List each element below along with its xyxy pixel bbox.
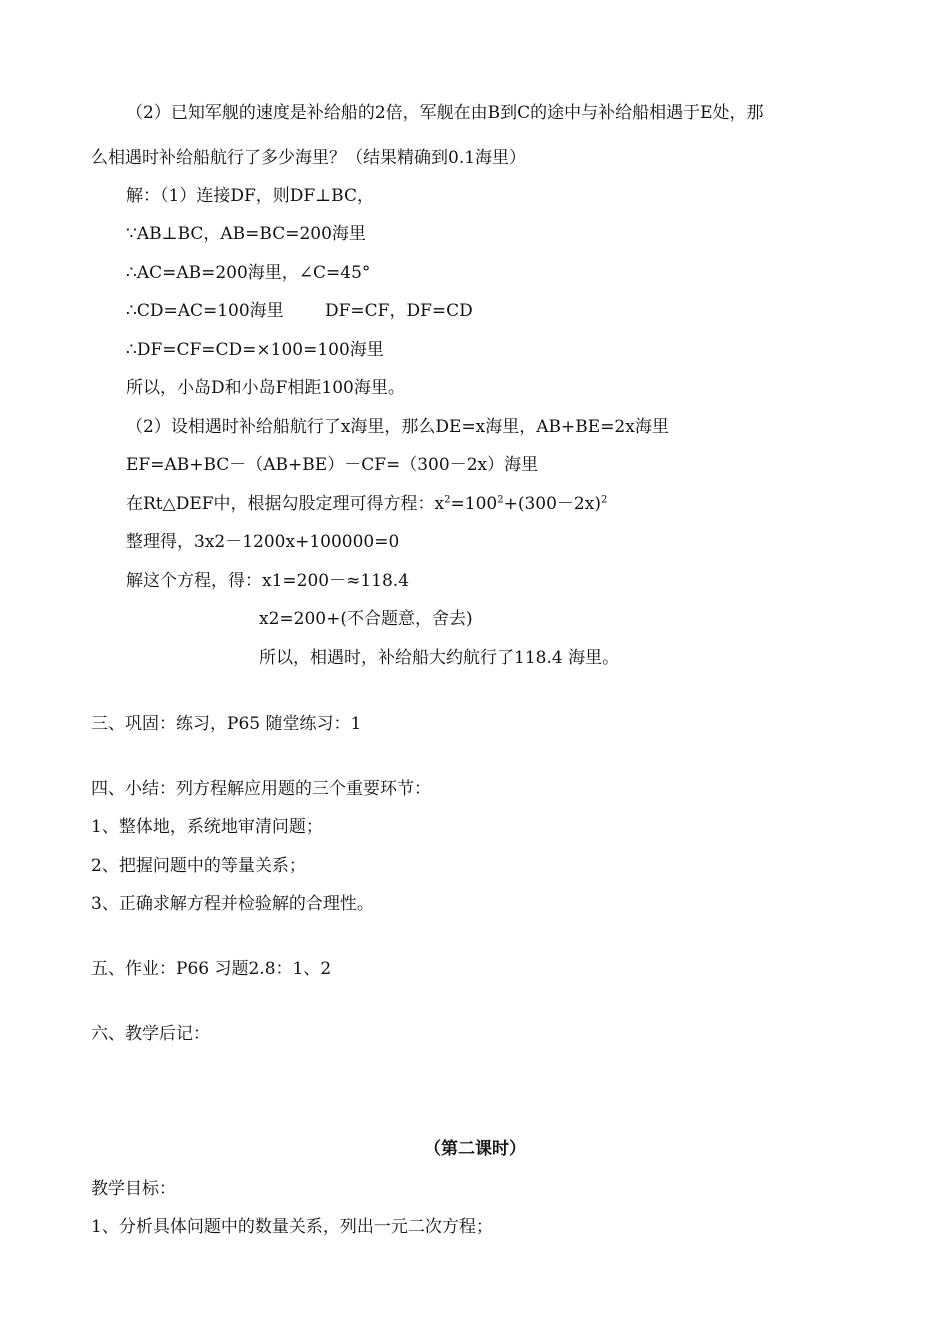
solution-line-13: 所以，相遇时，补给船大约航行了118.4 海里。 bbox=[259, 648, 620, 668]
equation-middle-2: +(300－2x) bbox=[503, 494, 601, 514]
solution-line-12: x2=200+(不合题意，舍去) bbox=[259, 609, 473, 629]
solution-line-7: （2）设相遇时补给船航行了x海里，那么DE=x海里，AB+BE=2x海里 bbox=[126, 417, 669, 437]
solution-line-3: ∴AC=AB=200海里，∠C=45° bbox=[126, 263, 371, 283]
solution-line-10: 整理得，3x2－1200x+100000=0 bbox=[126, 532, 400, 552]
solution-line-4a: ∴CD=AC=100海里 bbox=[126, 301, 284, 321]
solution-line-6: 所以，小岛D和小岛F相距100海里。 bbox=[126, 378, 405, 398]
equation-exponent-1: 2 bbox=[444, 494, 451, 506]
solution-line-2: ∵AB⊥BC，AB=BC=200海里 bbox=[126, 224, 366, 244]
problem-part2-line2: 么相遇时补给船航行了多少海里？（结果精确到0.1海里） bbox=[91, 148, 527, 168]
summary-item-1: 1、整体地，系统地审清问题； bbox=[91, 817, 323, 837]
equation-exponent-3: 2 bbox=[600, 494, 608, 506]
solution-line-1: 解：（1）连接DF，则DF⊥BC， bbox=[126, 186, 374, 206]
section-teaching-notes: 六、教学后记： bbox=[91, 1024, 210, 1044]
solution-line-4b: DF=CF，DF=CD bbox=[325, 301, 473, 321]
summary-item-3: 3、正确求解方程并检验解的合理性。 bbox=[91, 894, 374, 914]
section-consolidation: 三、巩固：练习，P65 随堂练习：1 bbox=[91, 714, 362, 734]
teaching-goals-label: 教学目标： bbox=[91, 1179, 176, 1199]
summary-item-2: 2、把握问题中的等量关系； bbox=[91, 856, 306, 876]
solution-line-5: ∴DF=CF=CD=×100=100海里 bbox=[126, 340, 384, 360]
equation-prefix: 在Rt△DEF中，根据勾股定理可得方程：x bbox=[126, 494, 445, 514]
equation-exponent-2: 2 bbox=[497, 494, 504, 506]
lesson-2-title: （第二课时） bbox=[424, 1139, 526, 1159]
section-homework: 五、作业：P66 习题2.8：1、2 bbox=[91, 959, 332, 979]
solution-line-9-equation bbox=[126, 492, 607, 516]
section-summary: 四、小结：列方程解应用题的三个重要环节： bbox=[91, 779, 431, 799]
problem-part2-line1: （2）已知军舰的速度是补给船的2倍，军舰在由B到C的途中与补给船相遇于E处，那 bbox=[126, 103, 764, 123]
solution-line-8: EF=AB+BC－（AB+BE）－CF=（300－2x）海里 bbox=[126, 455, 539, 475]
teaching-goal-1: 1、分析具体问题中的数量关系，列出一元二次方程； bbox=[91, 1217, 493, 1237]
solution-line-11: 解这个方程，得：x1=200－≈118.4 bbox=[126, 571, 410, 591]
equation-middle: =100 bbox=[450, 494, 498, 514]
